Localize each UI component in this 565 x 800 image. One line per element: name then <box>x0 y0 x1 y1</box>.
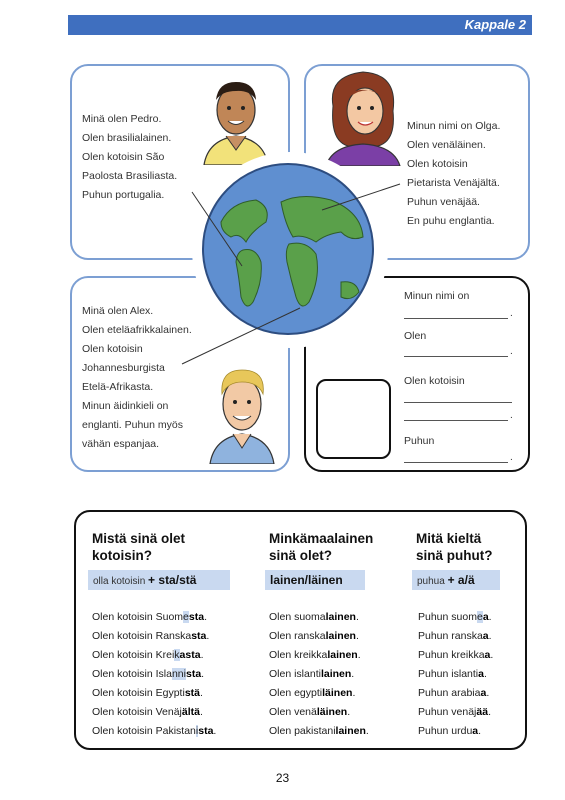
pedro-line: Olen kotoisin São <box>82 151 165 163</box>
name-label: Minun nimi on <box>404 290 470 302</box>
col1-heading-line: Mistä sinä olet <box>92 531 186 546</box>
example-row: Olen kotoisin Venäjältä. <box>92 706 203 718</box>
chapter-title: Kappale 2 <box>464 17 526 32</box>
example-row: Puhun venäjää. <box>418 706 491 718</box>
page-number: 23 <box>275 771 290 785</box>
alex-line: vähän espanjaa. <box>82 438 160 450</box>
example-row: Olen suomalainen. <box>269 611 359 623</box>
example-row: Olen kotoisin Suomesta. <box>92 611 207 623</box>
example-row: Olen ranskalainen. <box>269 630 359 642</box>
col1-heading <box>92 530 185 564</box>
pedro-line: Paolosta Brasiliasta. <box>82 170 178 182</box>
alex-line: Minun äidinkieli on <box>82 400 169 412</box>
example-row: Puhun islantia. <box>418 668 487 680</box>
col3-heading-line: Mitä kieltä <box>416 531 482 546</box>
col1-rule-prefix: olla kotoisin <box>93 576 146 587</box>
olga-line: En puhu englantia. <box>407 215 495 227</box>
example-row: Puhun urdua. <box>418 725 482 737</box>
col2-examples <box>269 608 369 741</box>
alex-line: Olen kotoisin <box>82 343 143 355</box>
col3-examples <box>418 608 493 741</box>
col2-rule-suffix: lainen/läinen <box>270 573 343 587</box>
olga-line: Puhun venäjää. <box>407 196 480 208</box>
olen-dot: . <box>510 346 513 357</box>
alex-line: englanti. Puhun myös <box>82 419 183 431</box>
example-row: Puhun suomea. <box>418 611 492 623</box>
col1-heading-line: kotoisin? <box>92 548 152 563</box>
example-row: Olen kotoisin Islannista. <box>92 668 205 680</box>
col2-heading-line: sinä olet? <box>269 548 333 563</box>
kotoisin-dot: . <box>510 410 513 421</box>
example-row: Olen egyptiläinen. <box>269 687 356 699</box>
olen-label: Olen <box>404 330 427 342</box>
kotoisin-blank-2[interactable] <box>404 420 508 421</box>
puhun-dot: . <box>510 452 513 463</box>
example-row: Puhun arabiaa. <box>418 687 490 699</box>
example-row: Olen kreikkalainen. <box>269 649 361 661</box>
kotoisin-label: Olen kotoisin <box>404 375 465 387</box>
olga-line: Olen kotoisin <box>407 158 468 170</box>
example-row: Olen pakistanilainen. <box>269 725 369 737</box>
olga-line: Olen venäläinen. <box>407 139 486 151</box>
col2-heading <box>269 530 373 564</box>
pedro-line: Olen brasilialainen. <box>82 132 172 144</box>
olen-blank[interactable] <box>404 356 508 357</box>
col3-rule-pill <box>412 570 500 590</box>
example-row: Olen kotoisin Pakistanista. <box>92 725 217 737</box>
example-row: Olen kotoisin Egyptistä. <box>92 687 203 699</box>
col3-rule-prefix: puhua <box>417 576 445 587</box>
col3-rule-suffix: + a/ä <box>447 573 475 587</box>
puhun-label: Puhun <box>404 435 435 447</box>
col1-rule-pill <box>88 570 230 590</box>
name-blank[interactable] <box>404 318 508 319</box>
col3-heading <box>416 530 493 564</box>
alex-line: Johannesburgista <box>82 362 165 374</box>
col3-heading-line: sinä puhut? <box>416 548 493 563</box>
col1-examples <box>92 608 216 741</box>
col2-heading-line: Minkämaalainen <box>269 531 374 546</box>
name-dot: . <box>510 308 513 319</box>
example-row: Puhun ranskaa. <box>418 630 492 642</box>
example-row: Puhun kreikkaa. <box>418 649 494 661</box>
col2-rule-pill <box>265 570 365 590</box>
kotoisin-blank-1[interactable] <box>404 402 512 403</box>
pedro-line: Puhun portugalia. <box>82 189 165 201</box>
example-row: Olen kotoisin Kreikasta. <box>92 649 204 661</box>
col1-rule-suffix: + sta/stä <box>148 573 197 587</box>
puhun-blank[interactable] <box>404 462 508 463</box>
alex-line: Etelä-Afrikasta. <box>82 381 154 393</box>
olga-line: Minun nimi on Olga. <box>407 120 501 132</box>
example-row: Olen venäläinen. <box>269 706 351 718</box>
photo-frame <box>316 379 391 459</box>
olga-line: Pietarista Venäjältä. <box>407 177 500 189</box>
alex-line: Minä olen Alex. <box>82 305 154 317</box>
alex-line: Olen eteläafrikkalainen. <box>82 324 192 336</box>
pedro-line: Minä olen Pedro. <box>82 113 162 125</box>
example-row: Olen kotoisin Ranskasta. <box>92 630 210 642</box>
example-row: Olen islantilainen. <box>269 668 355 680</box>
